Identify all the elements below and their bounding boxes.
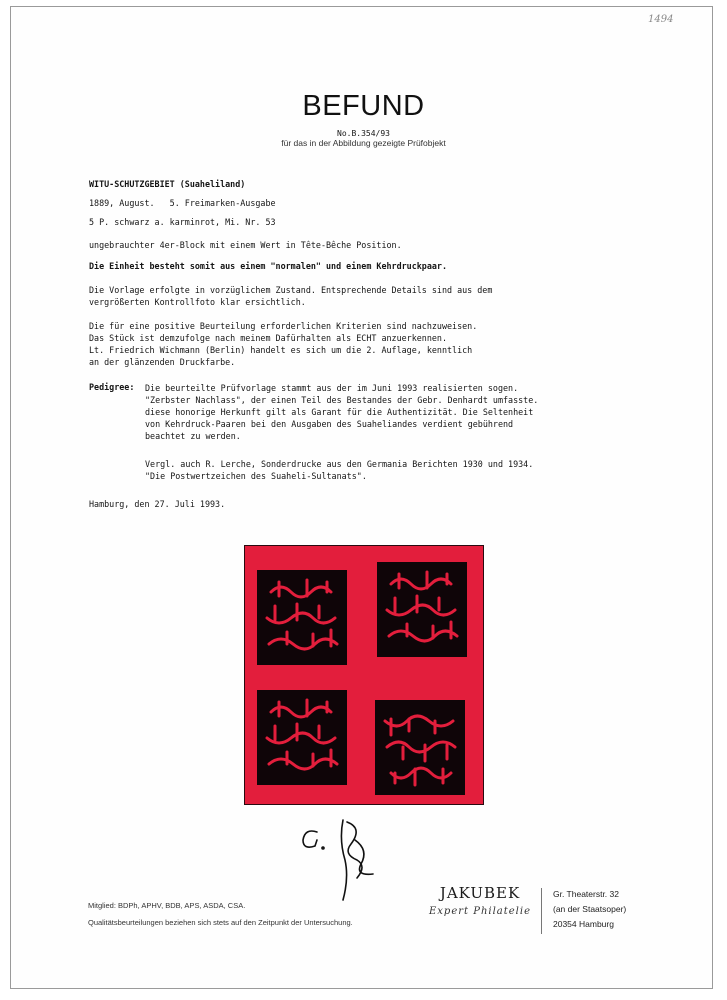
stamp-bottom-left	[257, 690, 347, 785]
corner-note: 1494	[648, 14, 674, 25]
condition-text: Die Vorlage erfolgte in vorzüglichem Zustand. Entsprechende Details sind aus dem	[89, 285, 493, 295]
verdict-text: Das Stück ist demzufolge nach meinem Dafürhalten als ECHT anzuerkennen.	[89, 333, 447, 343]
stamp-top-right	[377, 562, 467, 657]
pedigree-line: diese honorige Herkunft gilt als Garant für die Authentizität. Die Seltenheit	[145, 407, 534, 417]
pedigree-line: Die beurteilte Prüfvorlage stammt aus der im Juni 1993 realisierten sogen.	[145, 383, 519, 393]
place-date: Hamburg, den 27. Juli 1993.	[89, 499, 226, 509]
condition-text-2: vergrößerten Kontrollfoto klar ersichtlich.	[89, 297, 306, 307]
unit-description: Die Einheit besteht somit aus einem "normalen" und einem Kehrdruckpaar.	[89, 261, 447, 271]
membership-text: Mitglied: BDPh, APHV, BDB, APS, ASDA, CSA.	[88, 901, 246, 910]
signature	[295, 810, 385, 910]
logo-subtitle: Expert Philatelie	[428, 906, 531, 917]
stamp-top-left	[257, 570, 347, 665]
company-logo	[425, 884, 535, 917]
edition-text: Lt. Friedrich Wichmann (Berlin) handelt es sich um die 2. Auflage, kenntlich	[89, 345, 473, 355]
disclaimer-text: Qualitätsbeurteilungen beziehen sich stets auf den Zeitpunkt der Untersuchung.	[88, 918, 353, 927]
pedigree-line: von Kehrdruck-Paaren bei den Ausgaben des Suaheliandes verdient gebührend	[145, 419, 514, 429]
address-line: 20354 Hamburg	[553, 919, 614, 929]
company-address	[553, 887, 626, 932]
address-line: (an der Staatsoper)	[553, 904, 627, 914]
pedigree-label: Pedigree:	[89, 382, 135, 392]
reference-line: Vergl. auch R. Lerche, Sonderdrucke aus den Germania Berichten 1930 und 1934.	[145, 459, 534, 469]
stamp-description: 5 P. schwarz a. karminrot, Mi. Nr. 53	[89, 217, 276, 227]
issue-date: 1889, August. 5. Freimarken-Ausgabe	[89, 198, 276, 208]
stamp-territory: WITU-SCHUTZGEBIET (Suaheliland)	[89, 179, 246, 189]
pedigree-line: beachtet zu werden.	[145, 431, 241, 441]
footer-info	[88, 897, 353, 931]
criteria-text: Die für eine positive Beurteilung erforderlichen Kriterien sind nachzuweisen.	[89, 321, 478, 331]
block-description: ungebrauchter 4er-Block mit einem Wert in Tête-Bêche Position.	[89, 240, 402, 250]
footer-divider	[541, 888, 542, 934]
logo-name: JAKUBEK	[439, 884, 521, 902]
address-line: Gr. Theaterstr. 32	[553, 889, 619, 899]
reference-line: "Die Postwertzeichen des Suaheli-Sultanats".	[145, 471, 367, 481]
edition-text-2: an der glänzenden Druckfarbe.	[89, 357, 236, 367]
certificate-subtitle: für das in der Abbildung gezeigte Prüfobjekt	[281, 138, 446, 148]
stamp-bottom-right-inverted	[375, 700, 465, 795]
stamp-block-photo	[244, 545, 484, 805]
certificate-title: BEFUND	[302, 90, 425, 122]
reference-number: No.B.354/93	[337, 129, 390, 138]
pedigree-line: "Zerbster Nachlass", der einen Teil des Bestandes der Gebr. Denhardt umfasste.	[145, 395, 539, 405]
